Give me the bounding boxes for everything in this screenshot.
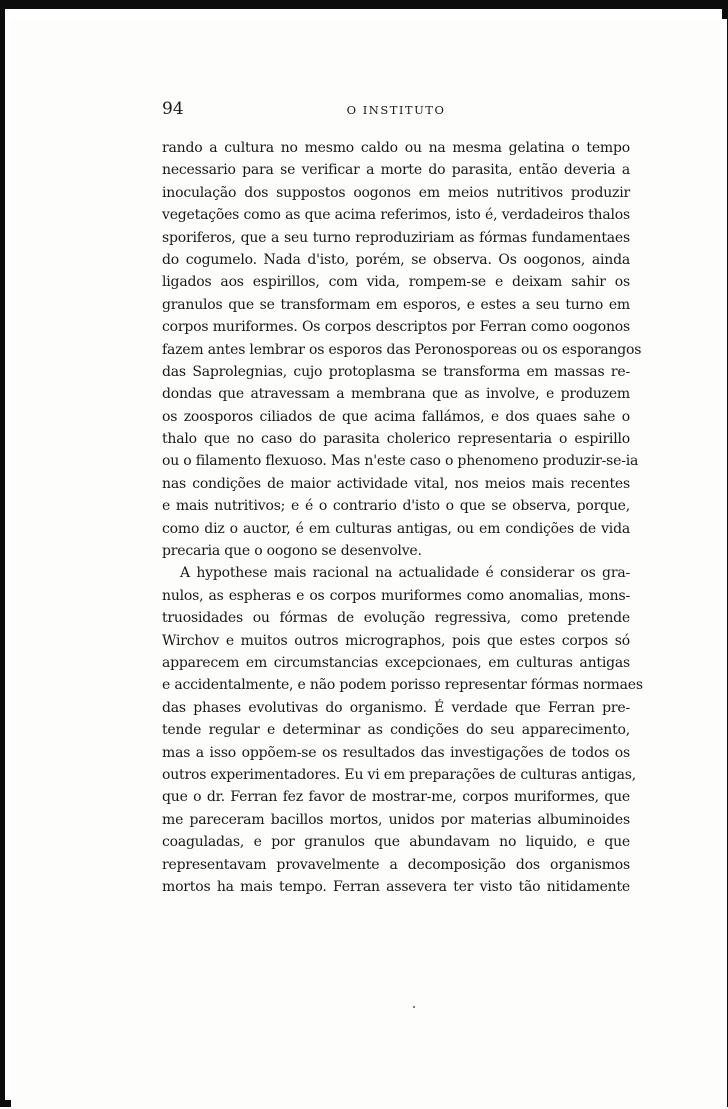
text-line: granulos que se transformam em esporos, e estes a seu turno em — [162, 296, 630, 313]
text-line: necessario para se verificar a morte do parasita, então deveria a — [162, 162, 630, 179]
text-line: tende regular e determinar as condições do seu apparecimento, — [162, 722, 630, 739]
text-line: apparecem em circumstancias excepcionaes, em culturas antigas — [162, 654, 630, 671]
text-line: Wirchov e muitos outros micrographos, pois que estes corpos só — [162, 632, 630, 649]
text-line: mortos ha mais tempo. Ferran assevera ter visto tão nitidamente — [162, 878, 630, 895]
text-line: das phases evolutivas do organismo. É verdade que Ferran pre- — [162, 699, 630, 716]
text-line: representavam provavelmente a decomposição dos organismos — [162, 856, 630, 873]
text-line-paragraph-end: precaria que o oogono se desenvolve. — [162, 543, 422, 560]
body-text — [162, 137, 643, 898]
text-line: truosidades ou fórmas de evolução regressiva, como pretende — [162, 610, 630, 627]
text-line: vegetações como as que acima referimos, isto é, verdadeiros thalos — [162, 207, 630, 224]
running-head — [162, 99, 630, 123]
text-line: nulos, as espheras e os corpos muriformes como anomalias, mons- — [162, 587, 630, 604]
text-line: como diz o auctor, é em culturas antigas, ou em condições de vida — [162, 520, 630, 537]
text-line: fazem antes lembrar os esporos das Peronosporeas ou os esporangos — [162, 341, 642, 358]
text-line: sporiferos, que a seu turno reproduziriam as fórmas fundamentaes — [162, 229, 630, 246]
text-line: rando a cultura no mesmo caldo ou na mesma gelatina o tempo — [162, 140, 630, 156]
text-line: thalo que no caso do parasita cholerico representaria o espirillo — [162, 431, 630, 448]
text-line: corpos muriformes. Os corpos descriptos por Ferran como oogonos — [162, 319, 630, 336]
text-line: ou o filamento flexuoso. Mas n'este caso o phenomeno produzir-se-ia — [162, 453, 639, 470]
text-line: e mais nutritivos; e é o contrario d'isto o que se observa, porque, — [162, 498, 630, 515]
text-line: e accidentalmente, e não podem porisso representar fórmas normaes — [162, 677, 643, 694]
text-line: dondas que atravessam a membrana que as involve, e produzem — [162, 386, 630, 403]
page-number: 94 — [162, 99, 184, 119]
text-line: das Saprolegnias, cujo protoplasma se transforma em massas re- — [162, 363, 630, 380]
text-line: mas a isso oppõem-se os resultados das investigações de todos os — [162, 744, 630, 761]
text-line: outros experimentadores. Eu vi em preparações de culturas antigas, — [162, 766, 636, 783]
text-line: me pareceram bacillos mortos, unidos por materias albuminoides — [162, 811, 630, 828]
text-line-paragraph-start: A hypothese mais racional na actualidade é considerar os gra- — [180, 565, 630, 582]
text-line: coaguladas, e por granulos que abundavam no liquido, e que — [162, 834, 630, 851]
running-title: O INSTITUTO — [346, 103, 446, 117]
text-line: os zoosporos ciliados de que acima fallámos, e dos quaes sahe o — [162, 408, 630, 425]
text-line: inoculação dos suppostos oogonos em meios nutritivos produzir — [162, 184, 630, 201]
text-line: nas condições de maior actividade vital, nos meios mais recentes — [162, 475, 630, 492]
text-line: que o dr. Ferran fez favor de mostrar-me, corpos muriformes, que — [162, 789, 630, 806]
print-speck — [413, 1006, 415, 1008]
text-line: do cogumelo. Nada d'isto, porém, se observa. Os oogonos, ainda — [162, 251, 630, 268]
text-line: ligados aos espirillos, com vida, rompem-se e deixam sahir os — [162, 274, 630, 291]
